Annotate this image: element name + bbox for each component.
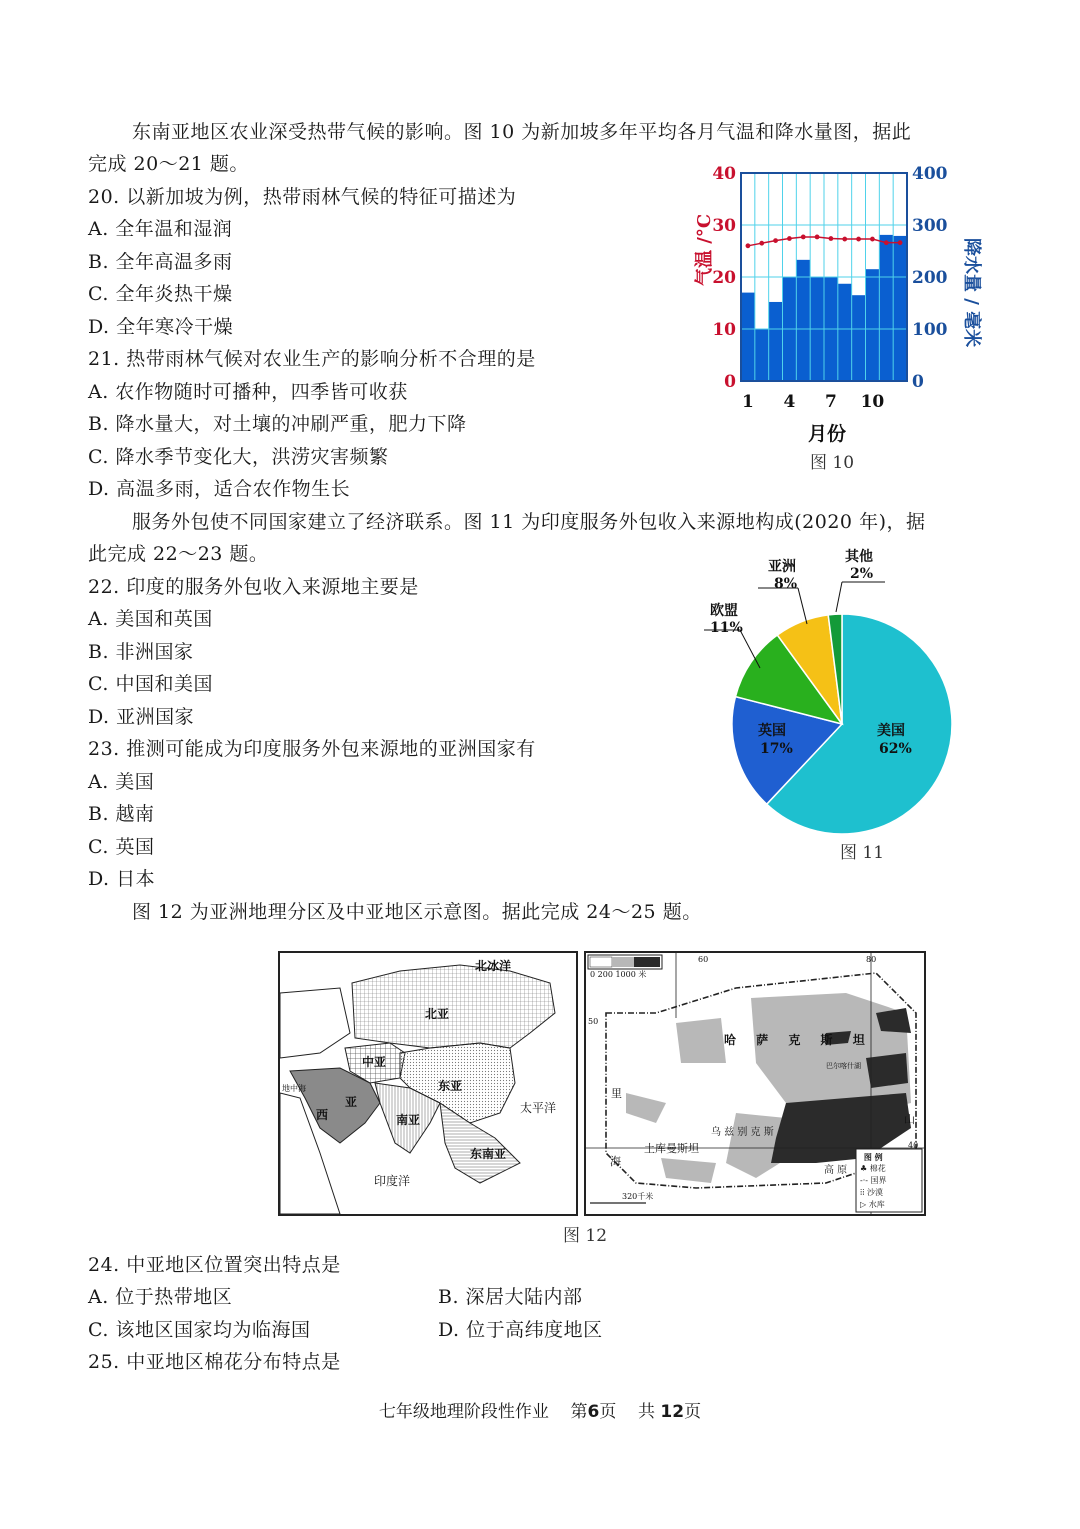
- map-legend: [860, 1151, 887, 1211]
- precip-bar: [838, 284, 852, 381]
- svg-text:4: 4: [783, 392, 796, 412]
- section1-intro: 东南亚地区农业深受热带气候的影响。图 10 为新加坡多年平均各月气温和降水量图，据此: [132, 121, 912, 143]
- pie-value-eu: 11%: [710, 620, 743, 636]
- page-footer: [0, 1397, 1080, 1422]
- q23-option-b: B. 越南: [88, 803, 155, 825]
- precip-bar: [796, 260, 810, 381]
- q23-option-c: C. 英国: [88, 836, 155, 858]
- temp-point: [870, 237, 875, 242]
- label-west-asia-1: 西: [316, 1108, 329, 1122]
- temp-point: [898, 240, 903, 245]
- reservoir-icon: ▷: [860, 1200, 867, 1209]
- legend-border: 国界: [870, 1176, 887, 1185]
- svg-text:0: 0: [724, 372, 736, 392]
- europe-outline: [280, 988, 350, 1058]
- section2-intro: 服务外包使不同国家建立了经济联系。图 11 为印度服务外包收入来源地构成(2020 年)，据: [132, 511, 926, 533]
- y-right-label: 降水量 / 毫米: [961, 238, 982, 348]
- temp-point: [787, 236, 792, 241]
- q21-option-d: D. 高温多雨，适合农作物生长: [88, 478, 351, 500]
- x-axis-label: 月份: [808, 423, 847, 445]
- lat-40-label: 40: [908, 1141, 919, 1150]
- pie-value-asia: 8%: [774, 576, 798, 592]
- q22-option-d: D. 亚洲国家: [88, 706, 195, 728]
- label-mediterranean: 地中海: [282, 1084, 306, 1093]
- q20-stem: 20. 以新加坡为例，热带雨林气候的特征可描述为: [88, 186, 517, 208]
- q23-stem: 23. 推测可能成为印度服务外包来源地的亚洲国家有: [88, 738, 536, 760]
- precip-bar: [755, 329, 769, 381]
- climate-chart-svg: [690, 160, 990, 470]
- section3-intro: 图 12 为亚洲地理分区及中亚地区示意图。据此完成 24～25 题。: [132, 901, 702, 923]
- cotton-icon: ♣: [860, 1164, 868, 1173]
- q22-option-b: B. 非洲国家: [88, 641, 194, 663]
- temp-point: [884, 240, 889, 245]
- temp-point: [759, 241, 764, 246]
- svg-text:10: 10: [860, 392, 885, 412]
- label-plateau: 高 原: [824, 1165, 848, 1176]
- asia-regions-map: [278, 951, 578, 1216]
- temp-point: [829, 236, 834, 241]
- fig12-caption: 图 12: [563, 1226, 608, 1246]
- q20-option-d: D. 全年寒冷干燥: [88, 316, 234, 338]
- label-balkhash-lake: 巴尔喀什湖: [826, 1062, 861, 1070]
- outsourcing-pie-chart: [690, 540, 970, 870]
- central-asia-map: [584, 951, 926, 1216]
- svg-text:400: 400: [912, 164, 948, 184]
- precip-bar: [741, 293, 755, 381]
- svg-text:30: 30: [712, 216, 736, 236]
- q23-option-a: A. 美国: [88, 771, 155, 793]
- precip-bar: [893, 236, 907, 381]
- q21-option-b: B. 降水量大，对土壤的冲刷严重，肥力下降: [88, 413, 467, 435]
- pie-value-us: 62%: [879, 741, 912, 757]
- label-north-asia: 北亚: [425, 1007, 450, 1021]
- lon-80-label: 80: [866, 955, 877, 964]
- pie-label-us: 美国: [877, 723, 905, 739]
- pie-label-eu: 欧盟: [710, 603, 738, 619]
- q22-option-c: C. 中国和美国: [88, 673, 213, 695]
- q24-option-a: A. 位于热带地区: [88, 1286, 233, 1308]
- asia-map-svg: [280, 953, 576, 1214]
- q23-option-d: D. 日本: [88, 868, 156, 890]
- q21-option-c: C. 降水季节变化大，洪涝灾害频繁: [88, 446, 389, 468]
- label-uzbekistan: 乌 兹 别 克 斯: [711, 1127, 774, 1138]
- legend-desert: 沙漠: [867, 1188, 883, 1197]
- footer-page-prefix: 第: [570, 1402, 588, 1422]
- temp-point: [815, 235, 820, 240]
- label-kazakhstan: 哈 萨 克 斯 坦: [724, 1033, 873, 1047]
- q24-stem: 24. 中亚地区位置突出特点是: [88, 1254, 341, 1276]
- label-east-asia: 东亚: [438, 1079, 463, 1093]
- label-south-asia: 南亚: [396, 1113, 421, 1127]
- temp-point: [856, 237, 861, 242]
- q22-stem: 22. 印度的服务外包收入来源地主要是: [88, 576, 419, 598]
- footer-title: 七年级地理阶段性作业: [378, 1402, 549, 1422]
- svg-text:300: 300: [912, 216, 948, 236]
- section1-intro-cont: 完成 20～21 题。: [88, 153, 249, 175]
- legend-title: 图 例: [863, 1152, 883, 1162]
- distance-scale-label: 320千米: [622, 1192, 654, 1201]
- label-pacific-ocean: 太平洋: [520, 1101, 557, 1115]
- svg-text:40: 40: [712, 164, 736, 184]
- q21-option-a: A. 农作物随时可播种，四季皆可收获: [88, 381, 408, 403]
- desert-icon: ⁞⁞: [860, 1188, 865, 1197]
- lon-60-label: 60: [698, 955, 709, 964]
- precip-bar: [879, 235, 893, 381]
- label-west-asia-2: 亚: [345, 1095, 358, 1109]
- q25-stem: 25. 中亚地区棉花分布特点是: [88, 1351, 341, 1373]
- svg-text:10: 10: [712, 320, 736, 340]
- q21-stem: 21. 热带雨林气候对农业生产的影响分析不合理的是: [88, 348, 536, 370]
- label-indian-ocean: 印度洋: [374, 1174, 411, 1188]
- q24-option-d: D. 位于高纬度地区: [438, 1319, 603, 1341]
- temp-point: [746, 243, 751, 248]
- svg-text:7: 7: [824, 392, 837, 412]
- footer-total-prefix: 共: [638, 1402, 655, 1422]
- pie-label-other: 其他: [845, 549, 873, 565]
- label-mountain: 山: [904, 1113, 915, 1126]
- svg-text:20: 20: [712, 268, 736, 288]
- legend-cotton: 棉花: [869, 1164, 886, 1173]
- region-north-asia: [352, 965, 555, 1048]
- label-turkmenistan: 土库曼斯坦: [644, 1142, 699, 1155]
- climate-chart-singapore: [690, 160, 990, 473]
- footer-page-suffix: 页: [599, 1402, 617, 1422]
- precip-bar: [866, 269, 880, 381]
- label-caspian-1: 里: [611, 1087, 622, 1100]
- pie-value-other: 2%: [850, 566, 874, 582]
- footer-page-number: 6: [587, 1402, 600, 1422]
- q20-option-b: B. 全年高温多雨: [88, 251, 233, 273]
- svg-text:100: 100: [912, 320, 948, 340]
- q24-option-c: C. 该地区国家均为临海国: [88, 1319, 311, 1341]
- pie-label-uk: 英国: [758, 723, 786, 739]
- lat-50-label: 50: [588, 1017, 599, 1026]
- elevation-scale-labels: 0 200 1000 米: [590, 970, 647, 979]
- precip-bar: [769, 302, 783, 381]
- legend-reservoir: 水库: [868, 1200, 885, 1209]
- svg-text:0: 0: [912, 372, 924, 392]
- temp-point: [842, 237, 847, 242]
- pie-value-uk: 17%: [760, 741, 793, 757]
- label-southeast-asia: 东南亚: [470, 1147, 507, 1161]
- q20-option-c: C. 全年炎热干燥: [88, 283, 233, 305]
- q24-option-b: B. 深居大陆内部: [438, 1286, 583, 1308]
- q20-option-a: A. 全年温和湿润: [88, 218, 233, 240]
- pie-chart-svg: [690, 540, 970, 870]
- footer-total-suffix: 页: [684, 1402, 702, 1422]
- svg-text:200: 200: [912, 268, 948, 288]
- label-arctic-ocean: 北冰洋: [475, 959, 512, 973]
- label-central-asia: 中亚: [362, 1055, 387, 1069]
- temp-point: [801, 235, 806, 240]
- border-icon: -·-: [860, 1176, 868, 1185]
- footer-total-pages: 12: [660, 1402, 685, 1422]
- y-left-label: 气温 /°C: [694, 213, 715, 286]
- fig11-caption: 图 11: [840, 843, 885, 863]
- svg-text:1: 1: [741, 392, 754, 412]
- q22-option-a: A. 美国和英国: [88, 608, 213, 630]
- label-caspian-2: 海: [610, 1155, 621, 1168]
- pie-label-asia: 亚洲: [768, 559, 796, 575]
- precip-bar: [852, 295, 866, 381]
- temp-point: [773, 238, 778, 243]
- fig10-caption: 图 10: [810, 453, 855, 473]
- section2-intro-cont: 此完成 22～23 题。: [88, 543, 269, 565]
